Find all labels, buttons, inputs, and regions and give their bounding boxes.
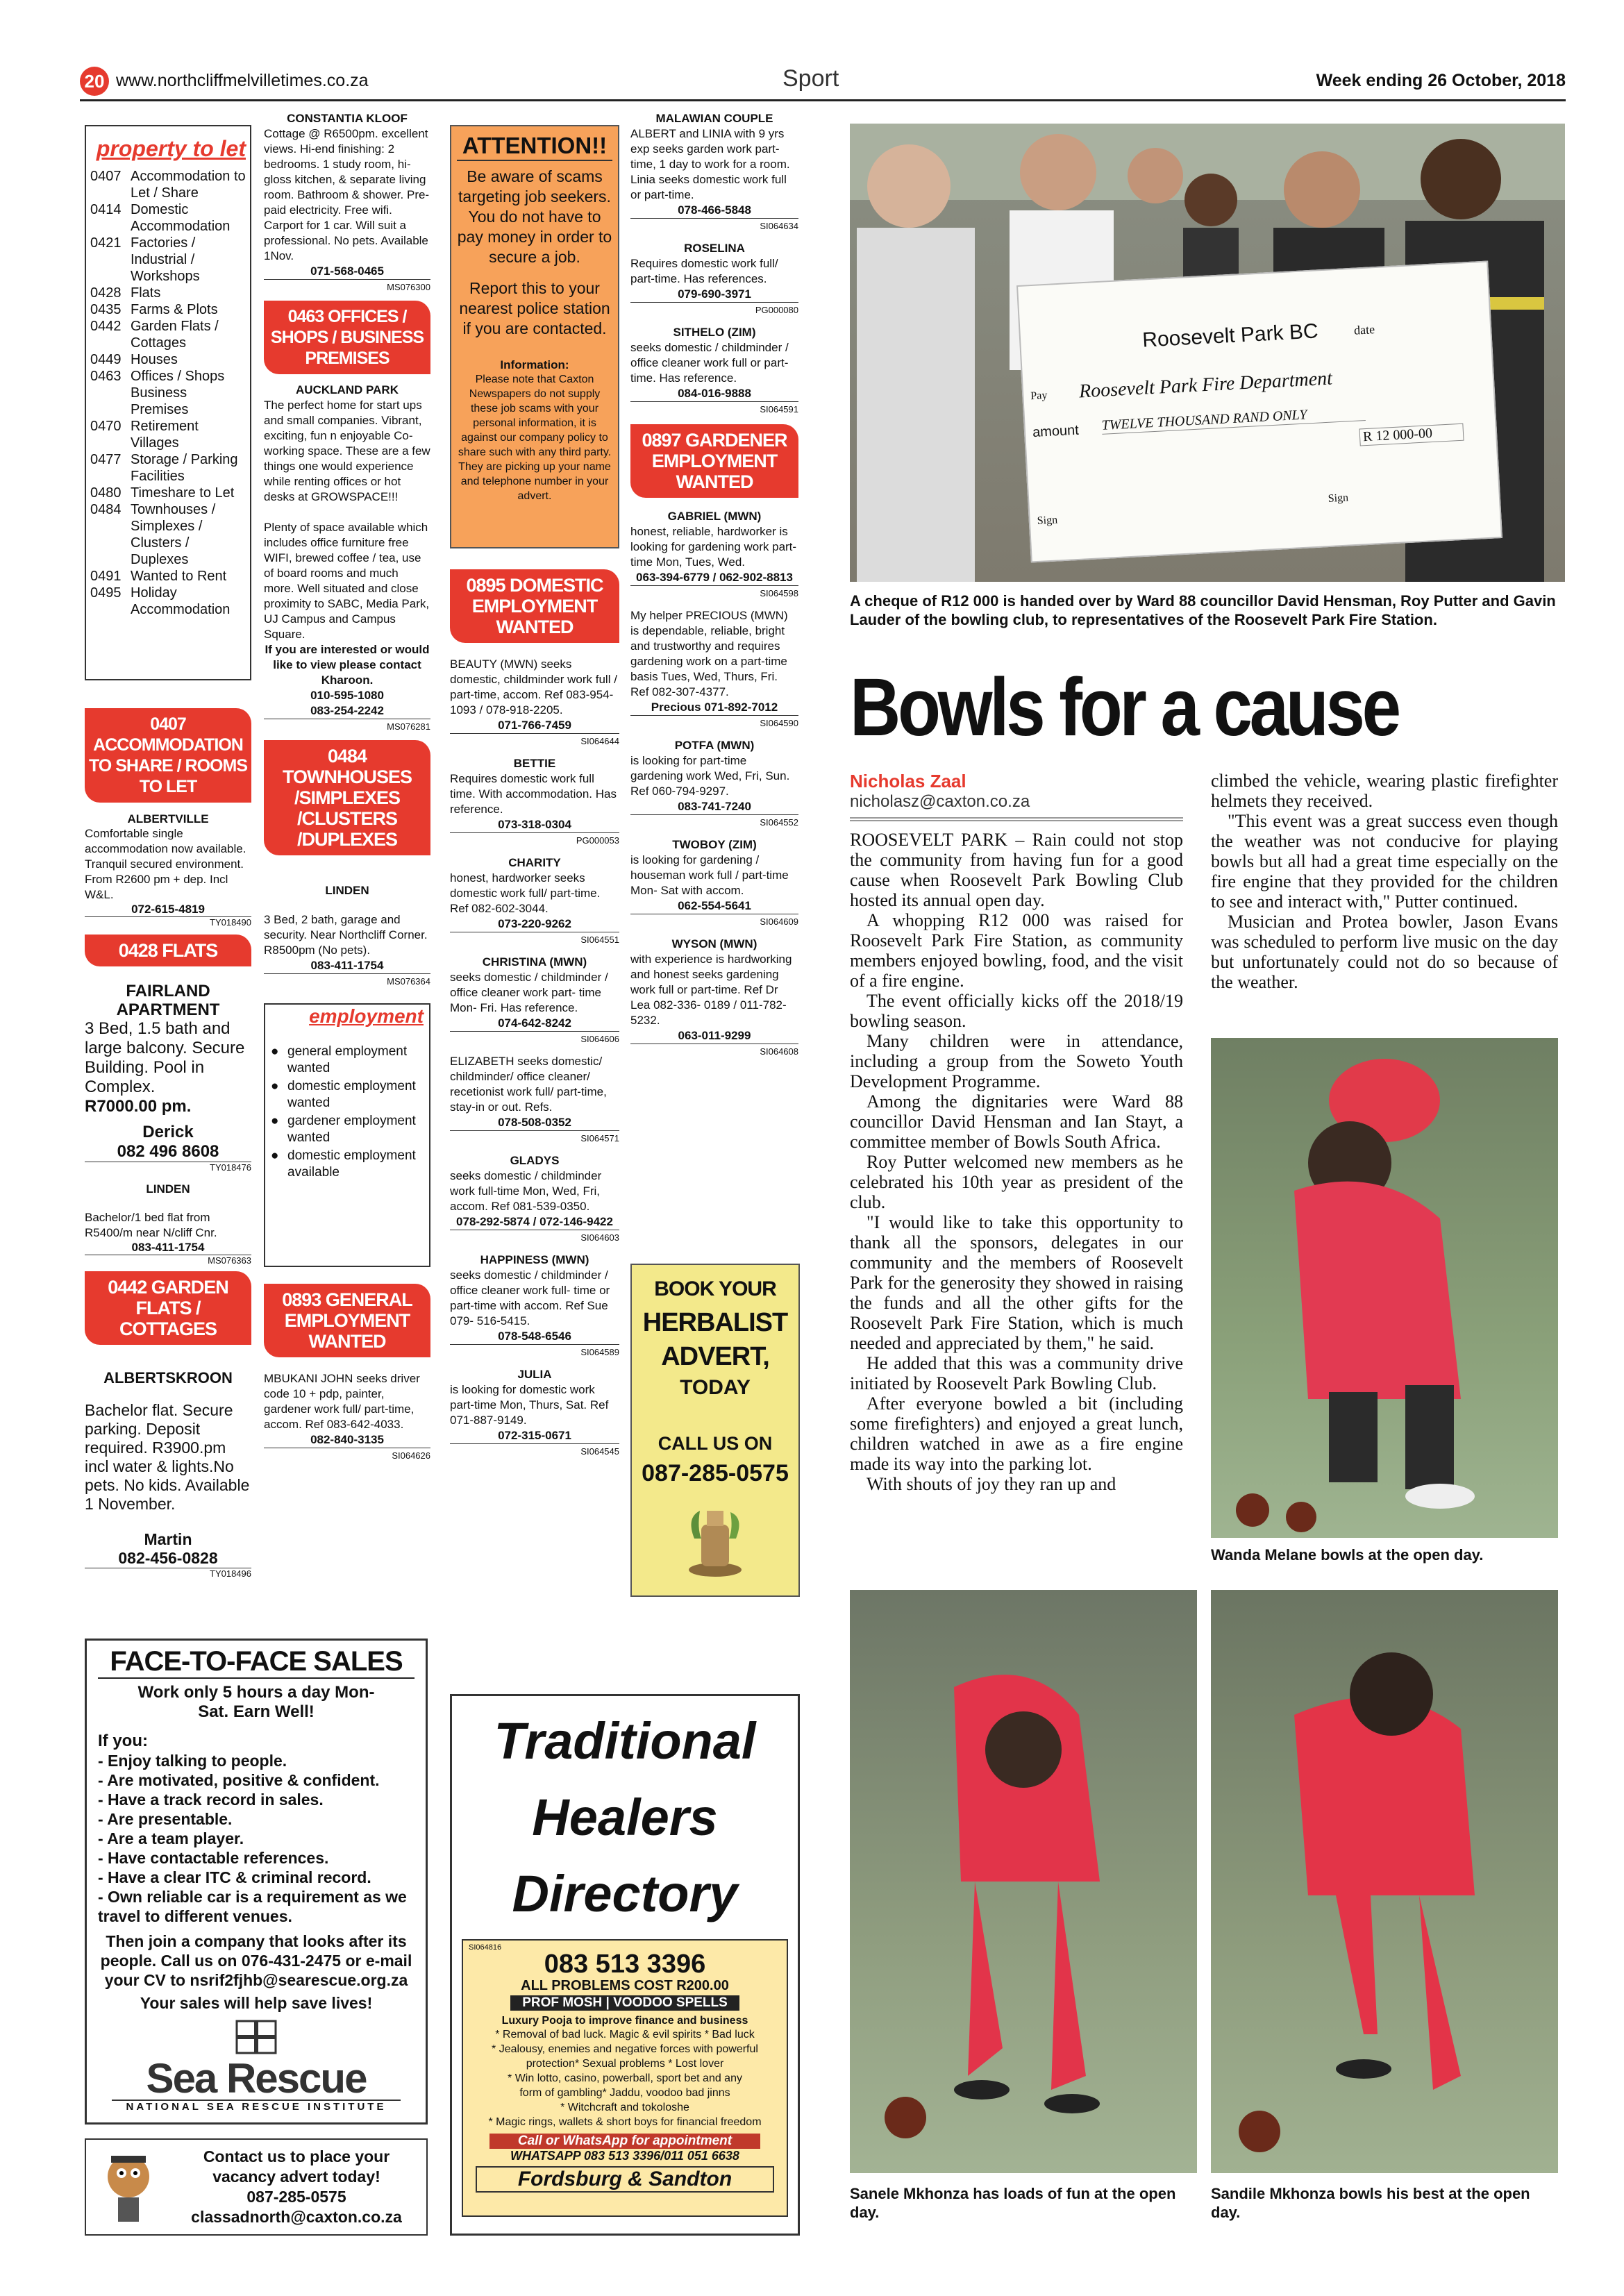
- ad-heading: HAPPINESS (MWN): [480, 1253, 589, 1266]
- article-paragraph: With shouts of joy they ran up and: [867, 1474, 1116, 1494]
- article-paragraph: "This event was a great success even though the weather was not conducive for playing bowls but all had a great time especially on the fire engine that they provided for the children to see and interact with," Putter continued.: [1211, 811, 1558, 912]
- property-index-item: [90, 485, 246, 501]
- ad-phone: 082 496 8608: [117, 1142, 219, 1161]
- ad-phone: 063-011-9299: [678, 1029, 751, 1042]
- classified-ad: [450, 1252, 619, 1360]
- ad-name: Derick: [142, 1123, 194, 1141]
- employment-index-item: [271, 1078, 424, 1112]
- ad-text: ELIZABETH seeks domestic/ childminder/ office cleaner/ recetionist work full/ part-time, stay-in or out. Refs.: [450, 1055, 607, 1114]
- contact-box: [85, 2138, 428, 2236]
- contact-email[interactable]: classadnorth@caxton.co.za: [191, 2208, 402, 2226]
- employment-index-box: [264, 1003, 430, 1267]
- index-code: 0442: [90, 319, 122, 334]
- ad-heading: CHARITY: [508, 856, 561, 869]
- cheque-payee: Roosevelt Park Fire Department: [1078, 367, 1333, 403]
- index-code: 0480: [90, 485, 122, 501]
- ad-phone: 084-016-9888: [678, 387, 751, 400]
- ad-phone: 071-568-0465: [310, 265, 384, 278]
- healers-service: * Magic rings, wallets & short boys for financial freedom: [488, 2116, 762, 2128]
- classified-ad: [630, 608, 798, 731]
- category-0484: 0484 TOWNHOUSES /SIMPLEXES /CLUSTERS /DUPLEXES: [264, 740, 430, 855]
- sales-join: Then join a company that looks after its people. Call us on 076-431-2475 or e-mail your CV to nsrif2fjhb@searescue.org.za: [100, 1932, 412, 1989]
- healers-service: * Jealousy, enemies and negative forces with powerful: [492, 2043, 758, 2055]
- sales-requirement: - Have contactable references.: [98, 1849, 329, 1867]
- article-paragraph: Roy Putter welcomed new members as he celebrated his 10th year as president of the club.: [850, 1152, 1183, 1212]
- healers-whatsapp: WHATSAPP 083 513 3396/011 051 6638: [510, 2149, 739, 2163]
- ad-ref: SI064590: [630, 715, 798, 731]
- ad-ref: SI064591: [630, 401, 798, 417]
- ad-heading: LINDEN: [146, 1182, 190, 1196]
- ad-text: seeks domestic / childminder work full-time Mon, Wed, Fri, accom. Ref 081-539-0350.: [450, 1169, 602, 1213]
- ad-phone: 079-690-3971: [678, 287, 751, 301]
- page-number: 20: [80, 67, 109, 96]
- ad-phone: 083-411-1754: [310, 959, 384, 972]
- ad-text: Requires domestic work full/ part-time. Has references.: [630, 257, 778, 285]
- healers-title: Directory: [512, 1865, 738, 1922]
- face-to-face-sales-advert: [85, 1639, 428, 2125]
- site-url[interactable]: www.northcliffmelvilletimes.co.za: [116, 71, 369, 90]
- column-2: [264, 111, 430, 1469]
- sales-requirement: - Are motivated, positive & confident.: [98, 1771, 380, 1789]
- cheque-pay-label: Pay: [1030, 389, 1048, 403]
- index-label: general employment wanted: [287, 1044, 408, 1075]
- category-0463: 0463 OFFICES / SHOPS / BUSINESS PREMISES: [264, 301, 430, 374]
- ad-heading: FAIRLAND APARTMENT: [116, 982, 220, 1019]
- ad-phone: 082-840-3135: [310, 1433, 384, 1446]
- ad-name: Martin: [144, 1530, 192, 1548]
- ad-ref: SI064606: [450, 1031, 619, 1047]
- healers-service: * Win lotto, casino, powerball, sport bet and any: [508, 2072, 742, 2084]
- couple-ads-list: [630, 111, 798, 417]
- page-header: [80, 64, 1566, 101]
- ad-text: honest, hardworker seeks domestic work full/ part-time. Ref 082-602-3044.: [450, 871, 601, 915]
- cheque-amount-number: R 12 000-00: [1359, 424, 1464, 446]
- ad-ref: SI064634: [630, 218, 798, 234]
- article-right-column: [1211, 771, 1558, 992]
- domestic-ads-list: [450, 657, 619, 1459]
- category-0442: 0442 GARDEN FLATS / COTTAGES: [85, 1271, 251, 1345]
- ad-text: Bachelor flat. Secure parking. Deposit required. R3900.pm incl water & lights.No pets. No kids. Available 1 November.: [85, 1401, 250, 1513]
- property-index-item: [90, 501, 246, 568]
- index-label: Timeshare to Let: [131, 485, 235, 501]
- ad-heading: CHRISTINA (MWN): [482, 955, 587, 969]
- sandile-photo: [1211, 1590, 1558, 2173]
- ad-text: is looking for gardening / houseman work full / part-time Mon- Sat with accom.: [630, 853, 789, 897]
- ad-text: My helper PRECIOUS (MWN) is dependable, reliable, bright and trustworthy and requires gardening work on a part-time basis Tues, Wed, Thurs, Fri. Ref 082-307-4377.: [630, 609, 788, 698]
- contact-line: vacancy advert today!: [212, 2168, 380, 2186]
- healers-service: * Removal of bad luck. Magic & evil spirits * Bad luck: [495, 2029, 755, 2041]
- employment-index-item: [271, 1148, 424, 1181]
- index-label: gardener employment wanted: [287, 1114, 416, 1145]
- property-index-item: [90, 368, 246, 418]
- ad-phone: 073-318-0304: [498, 818, 571, 831]
- property-index-item: [90, 168, 246, 201]
- index-code: 0463: [90, 369, 122, 384]
- ad-phone: 083-411-1754: [131, 1241, 205, 1254]
- column-1: [85, 708, 251, 1584]
- sales-requirement: - Have a clear ITC & criminal record.: [98, 1868, 371, 1886]
- sea-rescue-flag-icon: [235, 2020, 277, 2054]
- cheque-date-label: date: [1353, 322, 1375, 337]
- article-left-column: [850, 771, 1183, 1494]
- property-index-item: [90, 201, 246, 235]
- property-index-item: [90, 585, 246, 618]
- ad-ref: SI064552: [630, 814, 798, 830]
- herb-line: CALL US ON: [658, 1433, 773, 1454]
- article-paragraph: "I would like to take this opportunity to thank all the sponsors, delegates in our community and the members of Roosevelt Park for the generosity they showed in raising the funds and all the other gifts for the Roosevelt Park Fire Station, which is much needed and appreciated by them," he said.: [850, 1212, 1183, 1353]
- index-code: 0495: [90, 585, 122, 601]
- ad-phone: 074-642-8242: [498, 1016, 571, 1030]
- healers-directory: [450, 1694, 800, 2236]
- classified-ad: [450, 1153, 619, 1246]
- ad-heading: JULIA: [517, 1368, 552, 1381]
- cheque-sign-1: Sign: [1037, 514, 1058, 527]
- index-code: 0484: [90, 502, 122, 517]
- ad-ref: SI064545: [450, 1443, 619, 1459]
- ad-heading: BETTIE: [513, 757, 556, 770]
- ad-text: MBUKANI JOHN seeks driver code 10 + pdp, painter, gardener work full/ part-time, accom. Ref 083-642-4033.: [264, 1372, 420, 1431]
- ad-ref: SI064589: [450, 1344, 619, 1360]
- ad-heading: ROSELINA: [684, 242, 745, 255]
- index-label: domestic employment wanted: [287, 1079, 416, 1110]
- sales-title: FACE-TO-FACE SALES: [98, 1646, 415, 1679]
- ad-ref: PG000053: [450, 832, 619, 848]
- bowler-illustration: [1211, 1038, 1558, 1538]
- ad-text: Requires domestic work full time. With accommodation. Has reference.: [450, 772, 617, 816]
- ad-phone: 063-394-6779 / 062-902-8813: [636, 571, 793, 584]
- index-code: 0477: [90, 452, 122, 467]
- attention-text-2: Report this to your nearest police station if you are contacted.: [459, 279, 610, 337]
- healers-service: form of gambling* Jaddu, voodoo bad jinns: [519, 2087, 730, 2099]
- ad-phone: 072-315-0671: [498, 1429, 571, 1442]
- index-label: Factories / Industrial / Workshops: [131, 235, 200, 284]
- ad-heading: SITHELO (ZIM): [673, 326, 756, 339]
- index-label: Holiday Accommodation: [131, 585, 231, 617]
- ad-text: Plenty of space available which includes office furniture free WIFI, brewed coffee / tea, use of board rooms and much more. Well situated and close proximity to SABC, Media Park, UJ Campus and Campus Square.: [264, 521, 430, 641]
- article-paragraph: ROOSEVELT PARK – Rain could not stop the community from having fun for a good cause when Roosevelt Park Bowling Club hosted its annual open day.: [850, 830, 1183, 910]
- healers-prof: PROF MOSH | VOODOO SPELLS: [510, 1995, 739, 2011]
- ad-text: 3 Bed, 1.5 bath and large balcony. Secure Building. Pool in Complex.: [85, 1019, 245, 1096]
- article-paragraph: A whopping R12 000 was raised for Roosevelt Park Fire Station, as community members enjoyed bowling, food, and the visit of a fire engine.: [850, 910, 1183, 991]
- index-label: Houses: [131, 352, 178, 367]
- ad-phone: 071-766-7459: [498, 719, 571, 732]
- ad-ref: MS076363: [85, 1255, 251, 1266]
- ad-phone: 010-595-1080: [310, 689, 384, 702]
- ad-ref: SI064816: [469, 1943, 502, 1952]
- ad-text: ALBERT and LINIA with 9 yrs exp seeks garden work part-time, 1 day to work for a room. Linia seeks domestic work full or part-time.: [630, 127, 790, 201]
- ad-ref: SI064644: [450, 733, 619, 749]
- property-title: property to let: [96, 136, 246, 161]
- herb-line: TODAY: [680, 1376, 751, 1399]
- ad-bold: If you are interested or would like to view please contact Kharoon.: [265, 643, 430, 687]
- classified-ad: [630, 509, 798, 601]
- herbs-illustration: [680, 1497, 750, 1580]
- ad-ref: MS076281: [264, 719, 430, 735]
- ad-ref: SI064609: [630, 914, 798, 930]
- index-label: Accommodation to Let / Share: [131, 169, 246, 201]
- attention-title: ATTENTION!!: [457, 132, 612, 161]
- ad-phone: Precious 071-892-7012: [651, 701, 778, 714]
- ad-heading: POTFA (MWN): [674, 739, 755, 752]
- sanele-caption: Sanele Mkhonza has loads of fun at the open day.: [850, 2185, 1176, 2221]
- ad-heading: GABRIEL (MWN): [667, 510, 762, 523]
- ad-heading: LINDEN: [325, 884, 369, 897]
- sea-rescue-sub: NATIONAL SEA RESCUE INSTITUTE: [112, 2100, 401, 2113]
- cheque: [1016, 260, 1502, 562]
- sales-requirement: - Are a team player.: [98, 1829, 244, 1847]
- bullet-icon: ●: [271, 1114, 279, 1128]
- ad-phone: 083-254-2242: [310, 704, 384, 717]
- ad-phone: 078-508-0352: [498, 1116, 571, 1129]
- healers-service: protection* Sexual problems * Lost lover: [526, 2058, 724, 2070]
- index-label: Storage / Parking Facilities: [131, 452, 238, 484]
- ad-price: R7000.00 pm.: [85, 1097, 192, 1116]
- ad-ref: SI064598: [630, 585, 798, 601]
- cheque-amount-label: amount: [1032, 422, 1080, 441]
- ad-phone: 078-548-6546: [498, 1330, 571, 1343]
- ad-heading: CONSTANTIA KLOOF: [287, 112, 408, 125]
- ad-text: seeks domestic / childminder / office cleaner work part- time Mon- Fri. Has reference.: [450, 971, 608, 1014]
- property-index-item: [90, 318, 246, 351]
- ad-heading: ALBERTSKROON: [103, 1369, 233, 1386]
- bullet-icon: ●: [271, 1079, 279, 1093]
- index-label: Garden Flats / Cottages: [131, 319, 219, 351]
- category-0895: 0895 DOMESTIC EMPLOYMENT WANTED: [450, 569, 619, 643]
- classified-ad: [450, 855, 619, 948]
- ad-heading: WYSON (MWN): [671, 937, 757, 950]
- category-0893: 0893 GENERAL EMPLOYMENT WANTED: [264, 1284, 430, 1357]
- classified-ad: [450, 955, 619, 1047]
- ad-text: with experience is hardworking and honest seeks gardening work full or part-time. Ref Dr Lea 082-336- 0189 / 011-782-5232.: [630, 953, 792, 1027]
- contact-phone[interactable]: 087-285-0575: [246, 2188, 346, 2206]
- bullet-icon: ●: [271, 1044, 279, 1059]
- bullet-icon: ●: [271, 1148, 279, 1163]
- ad-phone: 083-741-7240: [678, 800, 751, 813]
- info-text: Please note that Caxton Newspapers do not supply these job scams with your personal information, it is against our company policy to share such with any third party. They are picking up your name and telephone number in your advert.: [458, 374, 612, 502]
- employment-index-item: [271, 1044, 424, 1077]
- bowler-illustration: [1211, 1590, 1558, 2173]
- ad-text: seeks domestic / childminder / office cleaner work full or part-time. Has reference.: [630, 341, 789, 385]
- classified-ad: [630, 325, 798, 417]
- cheque-handover-photo: [850, 124, 1565, 582]
- index-label: Domestic Accommodation: [131, 202, 231, 234]
- sales-save: Your sales will help save lives!: [140, 1994, 373, 2012]
- employment-title: employment: [309, 1005, 424, 1027]
- ad-text: Comfortable single accommodation now available. Tranquil secured environment. From R2600 pm + dep. Incl W&L.: [85, 827, 246, 901]
- cheque-sign-2: Sign: [1328, 492, 1349, 505]
- column-3: [450, 569, 619, 1466]
- ad-text: The perfect home for start ups and small companies. Vibrant, exciting, fun n enjoyable Co-working space. These are a few things one would experience while renting offices or hot desks at GROWSPACE!!!: [264, 399, 430, 503]
- category-0428: 0428 FLATS: [85, 935, 251, 966]
- ad-ref: TY018476: [85, 1162, 251, 1173]
- index-label: Townhouses / Simplexes / Clusters / Duplexes: [131, 502, 216, 567]
- classified-ad: [450, 1367, 619, 1459]
- healers-title: Traditional: [494, 1712, 756, 1770]
- healers-ad: [462, 1939, 788, 2217]
- herb-line: HERBALIST: [642, 1308, 788, 1337]
- employment-index-item: [271, 1113, 424, 1146]
- ad-ref: TY018490: [85, 916, 251, 928]
- herb-line: ADVERT,: [661, 1342, 769, 1371]
- attention-box: [450, 125, 619, 548]
- index-code: 0435: [90, 302, 122, 317]
- healers-pooja: Luxury Pooja to improve finance and business: [501, 2015, 748, 2027]
- ad-ref: PG000080: [630, 302, 798, 318]
- ad-ref: TY018496: [85, 1568, 251, 1579]
- ad-text: Cottage @ R6500pm. excellent views. Hi-end finishing: 2 bedrooms. 1 study room, hi-gloss kitchen, & separate living room. Bathroom & shower. Pre-paid electricity. Free wifi. Carport for 1 car. Will suit a professional. No pets. Available 1Nov.: [264, 127, 430, 262]
- index-code: 0428: [90, 285, 122, 301]
- sandile-caption: Sandile Mkhonza bowls his best at the open day.: [1211, 2185, 1530, 2221]
- healers-location: Fordsburg & Sandton: [476, 2166, 774, 2193]
- herb-line: BOOK YOUR: [654, 1277, 776, 1300]
- index-code: 0414: [90, 202, 122, 217]
- ad-ref: SI064608: [630, 1044, 798, 1059]
- property-index-box: [85, 125, 251, 680]
- ad-text: honest, reliable, hardworker is looking for gardening work part- time Mon, Tues, Wed.: [630, 525, 797, 569]
- sales-list: [98, 1751, 415, 1926]
- healers-title: Healers: [532, 1788, 718, 1846]
- index-code: 0421: [90, 235, 122, 251]
- ad-ref: MS076300: [264, 279, 430, 295]
- cheque-amount-words: TWELVE THOUSAND RAND ONLY: [1101, 404, 1366, 435]
- ad-ref: SI064571: [450, 1130, 619, 1146]
- top-photo-caption: A cheque of R12 000 is handed over by Ward 88 councillor David Hensman, Roy Putter and Gavin Lauder of the bowling club, to representatives of the Roosevelt Park Fire Station.: [850, 592, 1556, 628]
- ad-heading: AUCKLAND PARK: [296, 383, 399, 396]
- week-ending: Week ending 26 October, 2018: [1316, 71, 1566, 90]
- classified-ad: [630, 738, 798, 830]
- sales-requirement: - Have a track record in sales.: [98, 1791, 324, 1809]
- index-label: Retirement Villages: [131, 419, 199, 451]
- wanda-caption: Wanda Melane bowls at the open day.: [1211, 1546, 1484, 1564]
- property-index-item: [90, 301, 246, 318]
- healers-call: Call or WhatsApp for appointment: [489, 2134, 760, 2149]
- ad-text: seeks domestic / childminder / office cleaner work full- time or part-time with accom. Ref Sue 079- 516-5415.: [450, 1268, 610, 1327]
- ad-phone: 072-615-4819: [131, 903, 205, 916]
- property-index-list: [90, 168, 246, 618]
- property-index-item: [90, 351, 246, 368]
- sales-sub: Work only 5 hours a day Mon-Sat. Earn Well!: [137, 1683, 375, 1721]
- category-0897: 0897 GARDENER EMPLOYMENT WANTED: [630, 424, 798, 498]
- index-label: Wanted to Rent: [131, 569, 227, 584]
- index-label: Offices / Shops Business Premises: [131, 369, 225, 417]
- category-0407: 0407 ACCOMMODATION TO SHARE / ROOMS TO LET: [85, 708, 251, 803]
- author-email[interactable]: nicholasz@caxton.co.za: [850, 792, 1030, 811]
- sea-rescue-logo: Sea Rescue: [146, 2055, 367, 2102]
- index-label: domestic employment available: [287, 1148, 416, 1180]
- cheque-club: Roosevelt Park BC: [1141, 319, 1319, 352]
- ad-heading: GLADYS: [510, 1154, 560, 1167]
- article-paragraph: Musician and Protea bowler, Jason Evans was scheduled to perform live music on the day but unfortunately could not do so because of the weather.: [1211, 912, 1558, 992]
- herbalist-advert: [630, 1264, 800, 1597]
- ad-text: Bachelor/1 bed flat from R5400/m near N/cliff Cnr.: [85, 1211, 217, 1239]
- ad-phone: 082-456-0828: [118, 1549, 218, 1567]
- article-paragraph: He added that this was a community drive initiated by Roosevelt Park Bowling Club.: [850, 1353, 1183, 1393]
- index-label: Farms & Plots: [131, 302, 218, 317]
- property-index-item: [90, 418, 246, 451]
- ad-phone: 062-554-5641: [678, 899, 751, 912]
- ad-text: is looking for part-time gardening work Wed, Fri, Sun. Ref 060-794-9297.: [630, 754, 790, 798]
- mascot-icon: [90, 2145, 167, 2229]
- ad-heading: TWOBOY (ZIM): [672, 838, 757, 851]
- classified-ad: [450, 657, 619, 749]
- index-code: 0407: [90, 169, 122, 184]
- column-4: [630, 111, 798, 1066]
- herb-phone: 087-285-0575: [642, 1460, 789, 1486]
- article-body-left: [850, 830, 1183, 1494]
- healers-list: [469, 2027, 781, 2129]
- sales-requirement: - Enjoy talking to people.: [98, 1752, 287, 1770]
- index-code: 0491: [90, 569, 122, 584]
- article-paragraph: Among the dignitaries were Ward 88 councillor David Hensman and Ian Stayt, a committee member of Bowls South Africa.: [850, 1091, 1183, 1152]
- section-title: Sport: [782, 65, 839, 92]
- sales-ifyou: If you:: [98, 1732, 148, 1750]
- headline: Bowls for a cause: [850, 662, 1398, 753]
- classified-ad: [630, 937, 798, 1059]
- ad-ref: SI064603: [450, 1230, 619, 1246]
- ad-text: BEAUTY (MWN) seeks domestic, childminder work full / part-time, accom. Ref 083-954-1093 / 078-918-2205.: [450, 657, 617, 717]
- property-index-item: [90, 235, 246, 285]
- ad-phone: 073-220-9262: [498, 917, 571, 930]
- contact-line: Contact us to place your: [203, 2147, 390, 2165]
- ad-ref: SI064626: [264, 1448, 430, 1464]
- employment-index-list: [271, 1044, 424, 1181]
- bowler-illustration: [850, 1590, 1197, 2173]
- ad-ref: MS076364: [264, 973, 430, 989]
- property-index-item: [90, 568, 246, 585]
- article-paragraph: The event officially kicks off the 2018/19 bowling season.: [850, 991, 1183, 1031]
- index-label: Flats: [131, 285, 161, 301]
- article-paragraph: Many children were in attendance, including a group from the Soweto Youth Development Programme.: [850, 1031, 1183, 1091]
- ad-heading: ALBERTVILLE: [127, 812, 209, 826]
- ad-phone: 078-466-5848: [678, 203, 751, 217]
- attention-text: Be aware of scams targeting job seekers. You do not have to pay money in order to secure a job.: [457, 167, 612, 266]
- gardener-ads-list: [630, 509, 798, 1059]
- info-heading: Information:: [500, 358, 569, 371]
- index-code: 0470: [90, 419, 122, 434]
- classified-ad: [450, 756, 619, 848]
- sales-requirement: - Own reliable car is a requirement as we travel to different venues.: [98, 1888, 407, 1925]
- sanele-photo: [850, 1590, 1197, 2173]
- ad-heading: MALAWIAN COUPLE: [655, 112, 773, 125]
- healers-phone: 083 513 3396: [544, 1950, 706, 1979]
- ad-ref: SI064551: [450, 932, 619, 948]
- wanda-photo: [1211, 1038, 1558, 1538]
- article-body-right: [1211, 771, 1558, 992]
- sales-requirement: - Are presentable.: [98, 1810, 233, 1828]
- classified-ad: [630, 837, 798, 930]
- ad-phone: 078-292-5874 / 072-146-9422: [456, 1215, 613, 1228]
- ad-text: is looking for domestic work part-time Mon, Thurs, Sat. Ref 071-887-9149.: [450, 1383, 609, 1427]
- classified-ad: [450, 1054, 619, 1146]
- index-code: 0449: [90, 352, 122, 367]
- ad-text: 3 Bed, 2 bath, garage and security. Near Northcliff Corner. R8500pm (No pets).: [264, 913, 428, 957]
- article-paragraph: After everyone bowled a bit (including some firefighters) and enjoyed a great lunch, children watched in awe as a fire engine made its way into the parking lot.: [850, 1393, 1183, 1474]
- classified-ad: [630, 111, 798, 234]
- property-index-item: [90, 285, 246, 301]
- classified-ad: [630, 241, 798, 318]
- author-name: Nicholas Zaal: [850, 771, 966, 791]
- property-index-item: [90, 451, 246, 485]
- healers-cost: ALL PROBLEMS COST R200.00: [521, 1978, 729, 1993]
- healers-service: * Witchcraft and tokoloshe: [560, 2102, 689, 2113]
- article-paragraph: climbed the vehicle, wearing plastic firefighter helmets they received.: [1211, 771, 1558, 811]
